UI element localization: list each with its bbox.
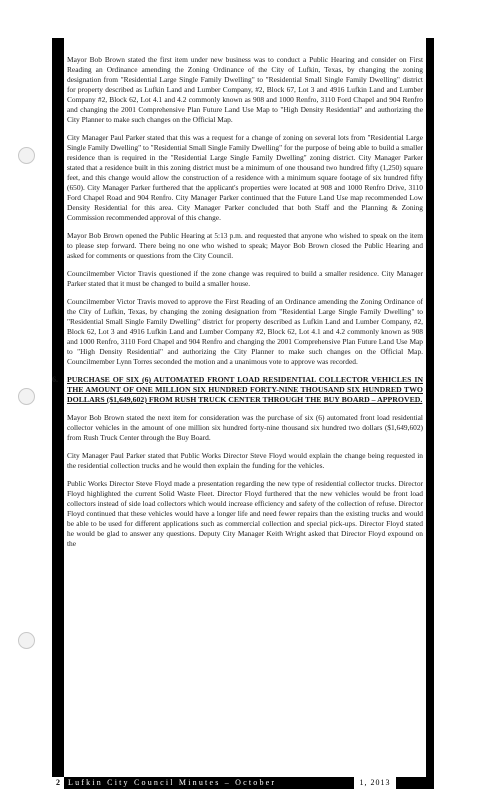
paragraph-public-hearing-opened: Mayor Bob Brown opened the Public Hearing at 5:13 p.m. and requested that anyone who wished to speak on the item to please step forward. There being no one who wished to speak; Mayor Bob Brown closed the Public Hearing and asked for comments or questions from the City Council. [67, 231, 423, 260]
paragraph-manager-explanation: City Manager Paul Parker stated that this was a request for a change of zoning on several lots from "Residential Large Single Family Dwelling" to "Residential Small Single Family Dwelling" for the purpose of being able to build a smaller residence than is required in the "Residential Large Single Family Dwelling" zoning district. City Manager Parker stated that a residence built in this zoning district must be a minimum of one thousand two hundred fifty (1,250) square feet, and this change would allow the construction of a residence with a minimum square footage of six hundred fifty (650). City Manager Parker furthered that the applicant's properties were located at 908 and 1000 Renfro Drive, 3110 Ford Chapel Road and 904 Renfro. City Manager Parker continued that the Future Land Use map recommended Low Density Residential for this area. City Manager Parker concluded that both Staff and the Planning & Zoning Commission recommended approval of this change. [67, 133, 423, 222]
binder-hole-middle [18, 388, 35, 405]
paragraph-council-question: Councilmember Victor Travis questioned if the zone change was required to build a smaller residence. City Manager Parker stated that it must be changed to build a smaller house. [67, 269, 423, 288]
binder-hole-bottom [18, 632, 35, 649]
left-margin-bar [52, 38, 64, 784]
footer-date: 1, 2013 [354, 777, 396, 789]
paragraph-director-presentation: Public Works Director Steve Floyd made a presentation regarding the new type of residential collector trucks. Director Floyd highlighted the current Solid Waste Fleet. Director Floyd furthered that the new vehicles would be front load collectors instead of side load collectors which would increase efficiency and safety of the collection of refuse. Director Floyd continued that these vehicles would have a longer life and need fewer repairs than the existing trucks and would be able to be used for different applications such as commercial collection and special pick-ups. Director Floyd stated he would be glad to answer any questions. Deputy City Manager Keith Wright asked that Director Floyd expound on the [67, 479, 423, 548]
agenda-item-number: 6. [52, 375, 58, 384]
paragraph-purchase-intro: Mayor Bob Brown stated the next item for consideration was the purchase of six (6) automated front load residential collector vehicles in the amount of one million six hundred forty-nine thousand six hundred two dollars ($1,649,602) from Rush Truck Center through the Buy Board. [67, 413, 423, 442]
right-margin-bar [426, 38, 434, 784]
page-number: 2 [52, 777, 64, 789]
agenda-item-heading: PURCHASE OF SIX (6) AUTOMATED FRONT LOAD RESIDENTIAL COLLECTOR VEHICLES IN THE AMOUNT OF ONE MILLION SIX HUNDRED FORTY-NINE THOUSAND SIX HUNDRED TWO DOLLARS ($1,649,602) FROM RUSH TRUCK CENTER THROUGH THE BUY BOARD – APPROVED. [67, 375, 423, 404]
paragraph-public-hearing-intro: Mayor Bob Brown stated the first item under new business was to conduct a Public Hearing and consider on First Reading an Ordinance amending the Zoning Ordinance of the City of Lufkin, Texas, by changing the zoning designation from "Residential Large Single Family Dwelling" to "Residential Small Single Family Dwelling" district for property described as Lufkin Land and Lumber Company, #2, Block 67, Lot 3 and 4916 Lufkin Land and Lumber Company #2, Block 62, Lot 4.1 and 4.2 commonly known as 908 and 1000 Renfro, 3110 Ford Chapel and 904 Renfro and changing the 2001 Comprehensive Plan Future Land Use Map to "High Density Residential" and authorizing the City Planner to make such changes on the Official Map. [67, 55, 423, 124]
binder-hole-top [18, 147, 35, 164]
page-footer [52, 777, 434, 789]
minutes-body [52, 55, 423, 557]
paragraph-motion: Councilmember Victor Travis moved to approve the First Reading of an Ordinance amending the Zoning Ordinance of the City of Lufkin, Texas, by changing the zoning designation from "Residential Large Single Family Dwelling" to "Residential Small Single Family Dwelling" district for property described as Lufkin Land and Lumber Company, #2, Block 62, Lot 3 and 4916 Lufkin Land and Lumber Company #2, Block 62, Lot 4.1 and 4.2 commonly known as 908 and 1000 Renfro, 3110 Ford Chapel and 904 Renfro and changing the 2001 Comprehensive Plan Future Land Use Map to "High Density Residential" and authorizing the City Planner to make such changes on the Official Map. Councilmember Lynn Torres seconded the motion and a unanimous vote to approve was recorded. [67, 297, 423, 366]
paragraph-manager-funding: City Manager Paul Parker stated that Public Works Director Steve Floyd would explain the change being requested in the residential collection trucks and he would then explain the funding for the vehicles. [67, 451, 423, 470]
footer-title: Lufkin City Council Minutes – October [68, 778, 277, 787]
agenda-item-6 [52, 375, 423, 405]
